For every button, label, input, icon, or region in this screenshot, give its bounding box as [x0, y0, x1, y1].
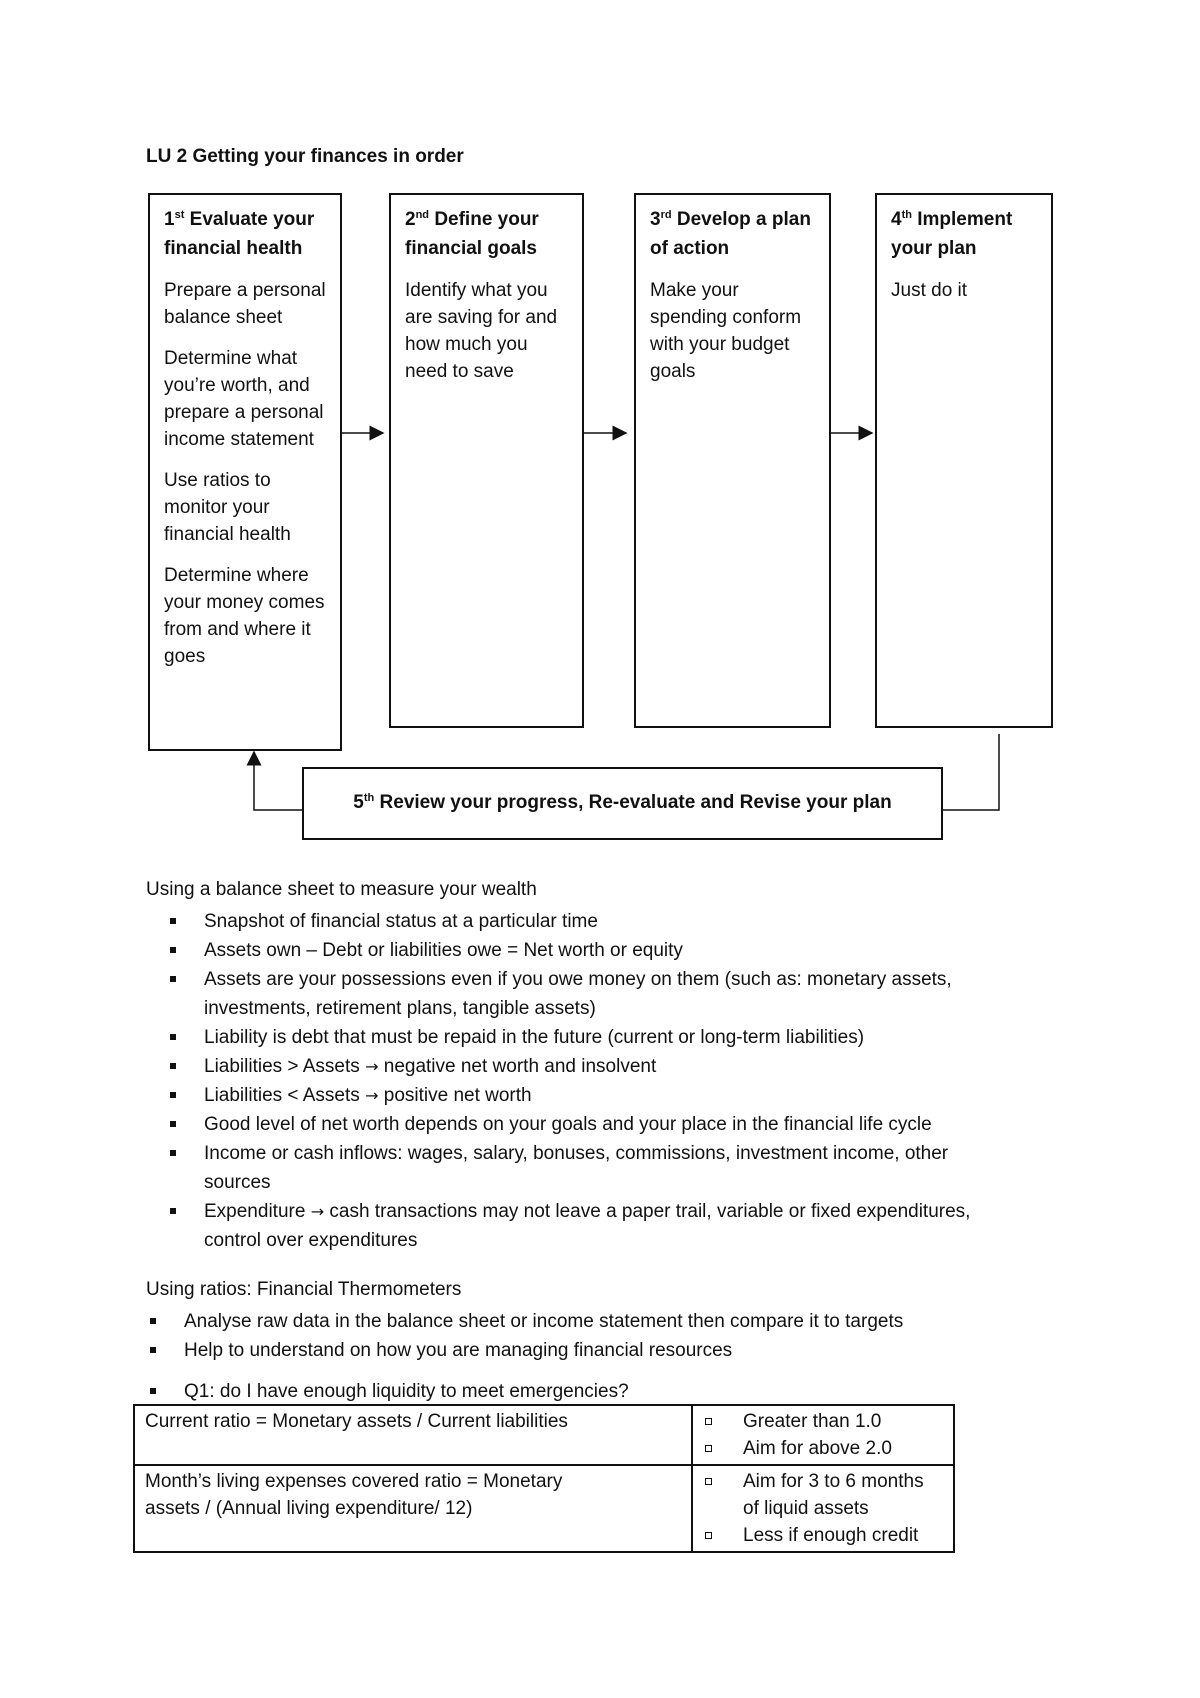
step-4-heading: 4th Implement your plan [891, 209, 1013, 259]
list-item: Analyse raw data in the balance sheet or income statement then compare it to targets [146, 1307, 1046, 1336]
table-row [134, 1465, 954, 1552]
step-3-item: Make your spending conform with your budget goals [650, 280, 802, 382]
bullet-icon [170, 1121, 176, 1127]
list-item: Aim for 3 to 6 months of liquid assets [703, 1468, 943, 1522]
page-title: LU 2 Getting your finances in order [146, 146, 464, 167]
list-item: Good level of net worth depends on your goals and your place in the financial life cycle [146, 1110, 1046, 1139]
bullet-icon [705, 1532, 712, 1539]
table-row [134, 1405, 954, 1465]
step-1-item: Prepare a personal balance sheet [164, 280, 326, 328]
arrow-4-to-review [943, 734, 999, 810]
list-item: Liabilities > Assets → negative net worth and insolvent [146, 1052, 1046, 1081]
bullet-icon [170, 1063, 176, 1069]
table-cell: Current ratio = Monetary assets / Current liabilities [134, 1405, 692, 1465]
step-1-item: Determine what you’re worth, and prepare a personal income statement [164, 348, 324, 450]
step-4-item: Just do it [891, 280, 968, 301]
list-item: Income or cash inflows: wages, salary, bonuses, commissions, investment income, other sources [146, 1139, 1046, 1197]
bullet-icon [170, 918, 176, 924]
balance-sheet-heading: Using a balance sheet to measure your wealth [146, 879, 537, 900]
bullet-icon [170, 976, 176, 982]
list-item: Help to understand on how you are managing financial resources [146, 1336, 1046, 1365]
list-item: Aim for above 2.0 [703, 1435, 943, 1462]
ratios-bullets [146, 1307, 1046, 1406]
bullet-icon [705, 1418, 712, 1425]
arrow-review-to-1 [254, 752, 302, 810]
step-2-heading: 2nd Define your financial goals [405, 209, 539, 259]
step-5-review-box: 5th Review your progress, Re-evaluate and Revise your plan [302, 767, 943, 840]
table-cell [692, 1405, 954, 1465]
list-item: Assets own – Debt or liabilities owe = Net worth or equity [146, 936, 1046, 965]
bullet-icon [170, 1092, 176, 1098]
table-cell [692, 1465, 954, 1552]
list-item: Less if enough credit [703, 1522, 943, 1549]
bullet-icon [705, 1478, 712, 1485]
list-item: Greater than 1.0 [703, 1408, 943, 1435]
arrow-right-icon: → [365, 1057, 379, 1076]
step-1-item: Use ratios to monitor your financial health [164, 470, 291, 545]
list-item: Expenditure → cash transactions may not leave a paper trail, variable or fixed expenditures, control over expenditures [146, 1197, 1046, 1255]
list-item: Liability is debt that must be repaid in the future (current or long-term liabilities) [146, 1023, 1046, 1052]
bullet-icon [150, 1318, 156, 1324]
bullet-icon [150, 1347, 156, 1353]
bullet-icon [705, 1445, 712, 1452]
ratios-heading: Using ratios: Financial Thermometers [146, 1279, 462, 1300]
bullet-icon [170, 1150, 176, 1156]
balance-sheet-bullets [146, 907, 1046, 1255]
step-3-box [634, 193, 831, 728]
arrow-right-icon: → [365, 1086, 379, 1105]
bullet-icon [170, 1208, 176, 1214]
list-item: Assets are your possessions even if you owe money on them (such as: monetary assets, investments, retirement plans, tangible assets) [146, 965, 1046, 1023]
bullet-icon [170, 947, 176, 953]
bullet-icon [150, 1388, 156, 1394]
step-1-box [148, 193, 342, 751]
table-cell: Month’s living expenses covered ratio = Monetary assets / (Annual living expenditure/ 12) [134, 1465, 692, 1552]
list-item: Q1: do I have enough liquidity to meet emergencies? [146, 1377, 1046, 1406]
step-4-box [875, 193, 1053, 728]
step-2-item: Identify what you are saving for and how much you need to save [405, 280, 558, 382]
list-item: Liabilities < Assets → positive net worth [146, 1081, 1046, 1110]
ratios-table [133, 1404, 955, 1553]
step-2-box [389, 193, 584, 728]
step-3-heading: 3rd Develop a plan of action [650, 209, 811, 259]
arrow-right-icon: → [310, 1202, 325, 1221]
list-item: Snapshot of financial status at a particular time [146, 907, 1046, 936]
step-1-item: Determine where your money comes from and where it goes [164, 565, 325, 667]
step-1-heading: 1st Evaluate your financial health [164, 209, 315, 259]
bullet-icon [170, 1034, 176, 1040]
